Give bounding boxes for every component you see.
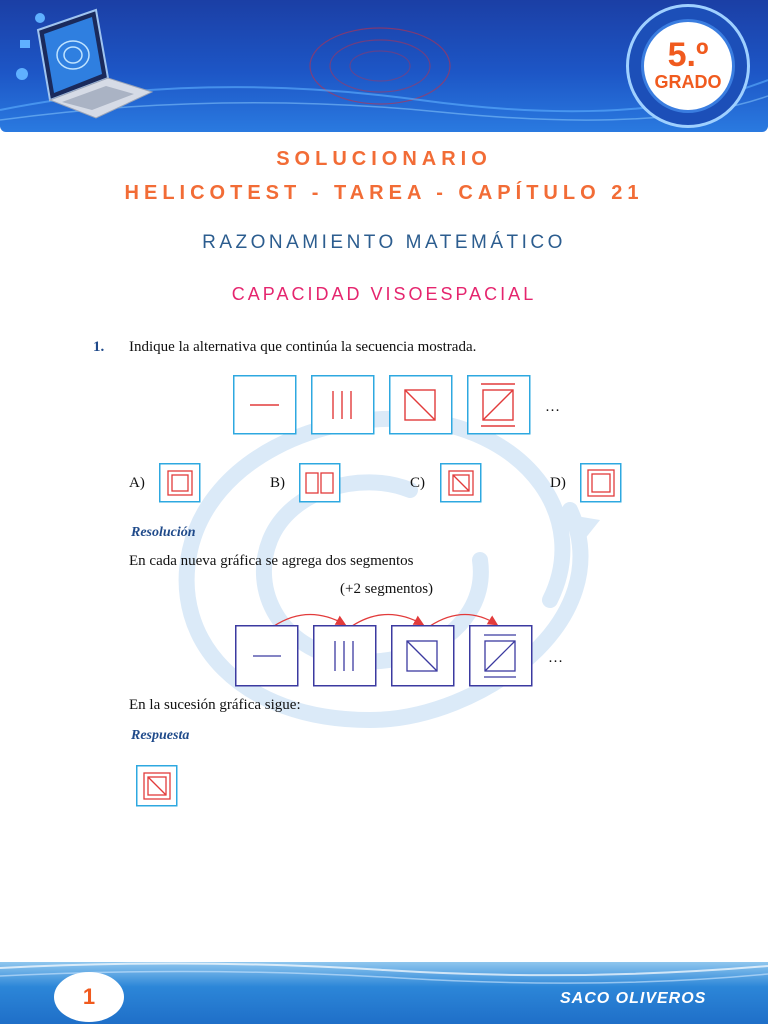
option-b-label: B) — [270, 475, 285, 491]
double-square-diagonal-icon — [136, 765, 178, 807]
double-square-icon[interactable] — [159, 463, 201, 503]
resolution-square-diagonal-bars-icon — [469, 625, 533, 687]
double-square-diagonal-icon[interactable] — [440, 463, 482, 503]
step-label: (+2 segmentos) — [340, 581, 434, 597]
laptop-icon — [38, 10, 152, 118]
one-segment-figure-icon — [233, 375, 297, 435]
three-segments-figure-icon — [311, 375, 375, 435]
resolution-text: En cada nueva gráfica se agrega dos segmentos — [129, 553, 414, 569]
resolution-three-segments-icon — [313, 625, 377, 687]
resolution-ellipsis: … — [548, 650, 563, 666]
square-diagonal-bars-figure-icon — [467, 375, 531, 435]
header-banner — [0, 0, 768, 132]
grade-badge — [626, 4, 750, 128]
resolution-one-segment-icon — [235, 625, 299, 687]
option-a-label: A) — [129, 475, 145, 491]
grade-label: GRADO — [654, 72, 722, 92]
resolution-continues-text: En la sucesión gráfica sigue: — [129, 697, 301, 713]
watermark-spiral-icon — [150, 360, 620, 780]
title-solucionario: SOLUCIONARIO — [276, 148, 492, 170]
sequence-ellipsis: … — [545, 399, 560, 415]
resolution-square-diagonal-icon — [391, 625, 455, 687]
two-rectangles-icon[interactable] — [299, 463, 341, 503]
problem-number: 1. — [93, 339, 105, 355]
square-diagonal-figure-icon — [389, 375, 453, 435]
option-c-label: C) — [410, 475, 425, 491]
option-d-label: D) — [550, 475, 566, 491]
page-number-badge — [54, 972, 124, 1022]
answer-heading: Respuesta — [131, 728, 190, 743]
nested-square-icon[interactable] — [580, 463, 622, 503]
grade-number: 5.º — [667, 36, 709, 74]
subject-title: RAZONAMIENTO MATEMÁTICO — [202, 232, 566, 253]
topic-title: CAPACIDAD VISOESPACIAL — [231, 284, 537, 304]
page-number: 1 — [82, 984, 96, 1009]
brand-name: SACO OLIVEROS — [560, 990, 707, 1007]
title-helicotest: HELICOTEST - TAREA - CAPÍTULO 21 — [124, 182, 644, 204]
problem-statement: Indique la alternativa que continúa la secuencia mostrada. — [129, 339, 477, 355]
resolution-heading: Resolución — [131, 525, 196, 540]
